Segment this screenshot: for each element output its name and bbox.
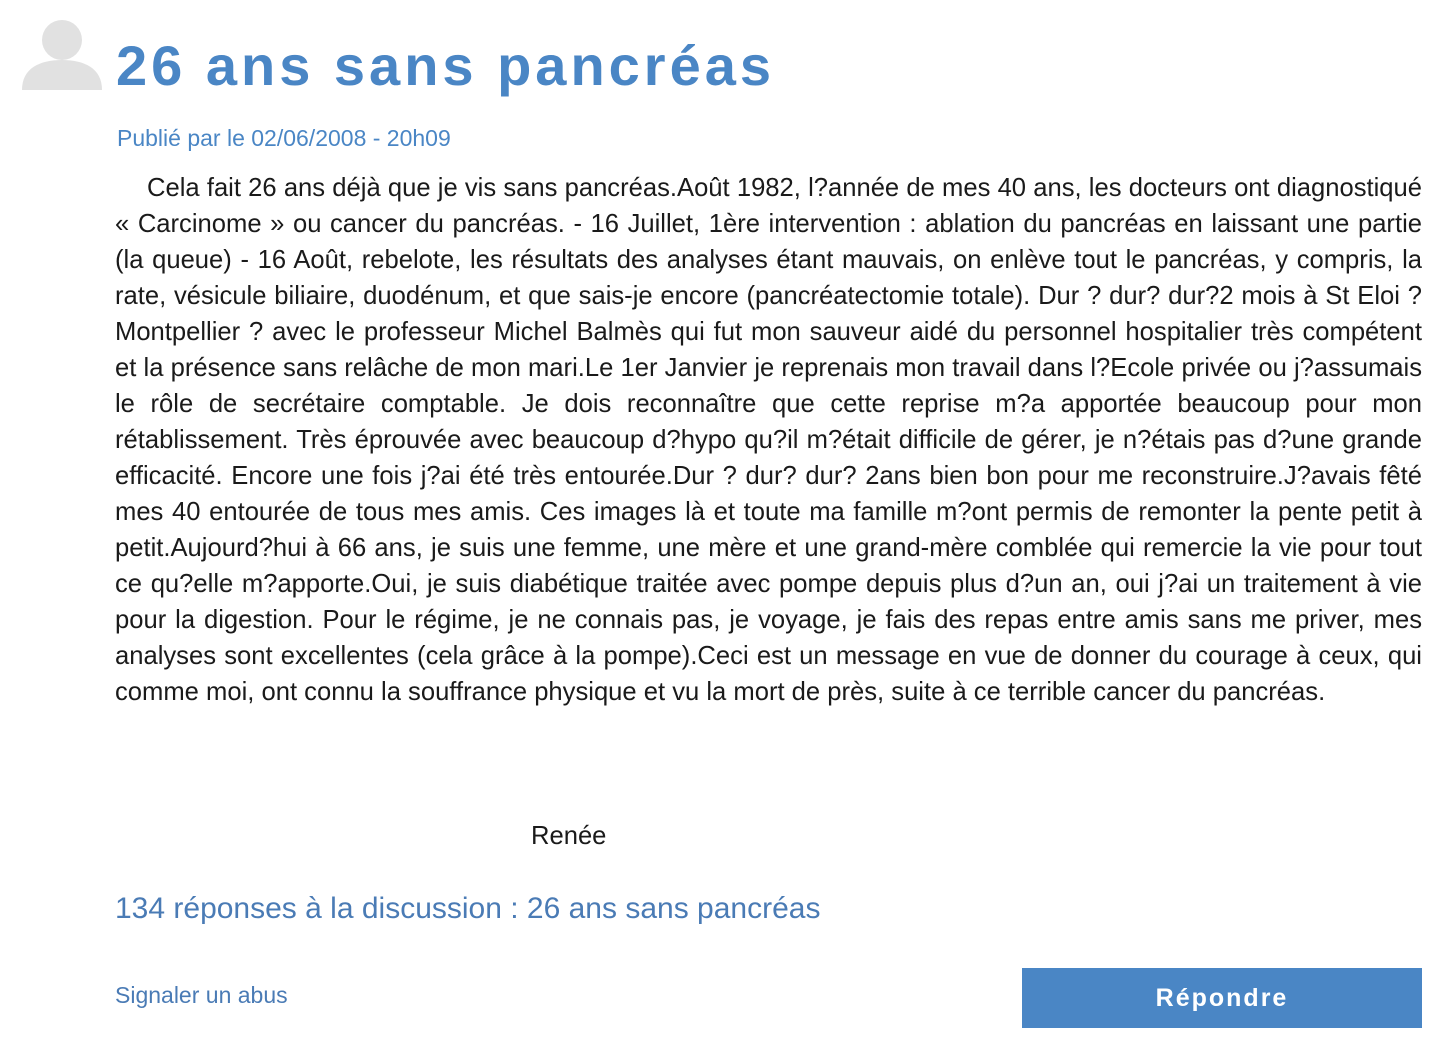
reply-button[interactable]: Répondre — [1022, 968, 1422, 1028]
user-avatar-icon — [22, 20, 102, 90]
post-title: 26 ans sans pancréas — [116, 34, 776, 97]
post-meta: Publié par le 02/06/2008 - 20h09 — [117, 125, 451, 151]
report-abuse-link[interactable]: Signaler un abus — [115, 982, 288, 1008]
post-signature: Renée — [531, 822, 607, 850]
post-body: Cela fait 26 ans déjà que je vis sans pancréas.Août 1982, l?année de mes 40 ans, les docteurs ont diagnostiqué « Carcinome » ou cancer du pancréas. - 16 Juillet, 1ère intervention : ablation du pancréas en laissant une partie (la queue) - 16 Août, rebelote, les résultats des analyses étant mauvais, on enlève tout le pancréas, y compris, la rate, vésicule biliaire, duodénum, et que sais-je encore (pancréatectomie totale). Dur ? dur? dur?2 mois à St Eloi ? Montpellier ? avec le professeur Michel Balmès qui fut mon sauveur aidé du personnel hospitalier très compétent et la présence sans relâche de mon mari.Le 1er Janvier je reprenais mon travail dans l?Ecole privée ou j?assumais le rôle de secrétaire comptable. Je dois reconnaître que cette reprise m?a apportée beaucoup pour mon rétablissement. Très éprouvée avec beaucoup d?hypo qu?il m?était difficile de gérer, je n?étais pas d?une grande efficacité. Encore une fois j?ai été très entourée.Dur ? dur? dur? 2ans bien bon pour me reconstruire.J?avais fêté mes 40 entourée de tous mes amis. Ces images là et toute ma famille m?ont permis de remonter la pente petit à petit.Aujourd?hui à 66 ans, je suis une femme, une mère et une grand-mère comblée qui remercie la vie pour tout ce qu?elle m?apporte.Oui, je suis diabétique traitée avec pompe depuis plus d?un an, oui j?ai un traitement à vie pour la digestion. Pour le régime, je ne connais pas, je voyage, je fais des repas entre amis sans me priver, mes analyses sont excellentes (cela grâce à la pompe).Ceci est un message en vue de donner du courage à ceux, qui comme moi, ont connu la souffrance physique et vu la mort de près, suite à ce terrible cancer du pancréas. — [115, 174, 1422, 706]
replies-link[interactable]: 134 réponses à la discussion : 26 ans sans pancréas — [115, 892, 821, 925]
